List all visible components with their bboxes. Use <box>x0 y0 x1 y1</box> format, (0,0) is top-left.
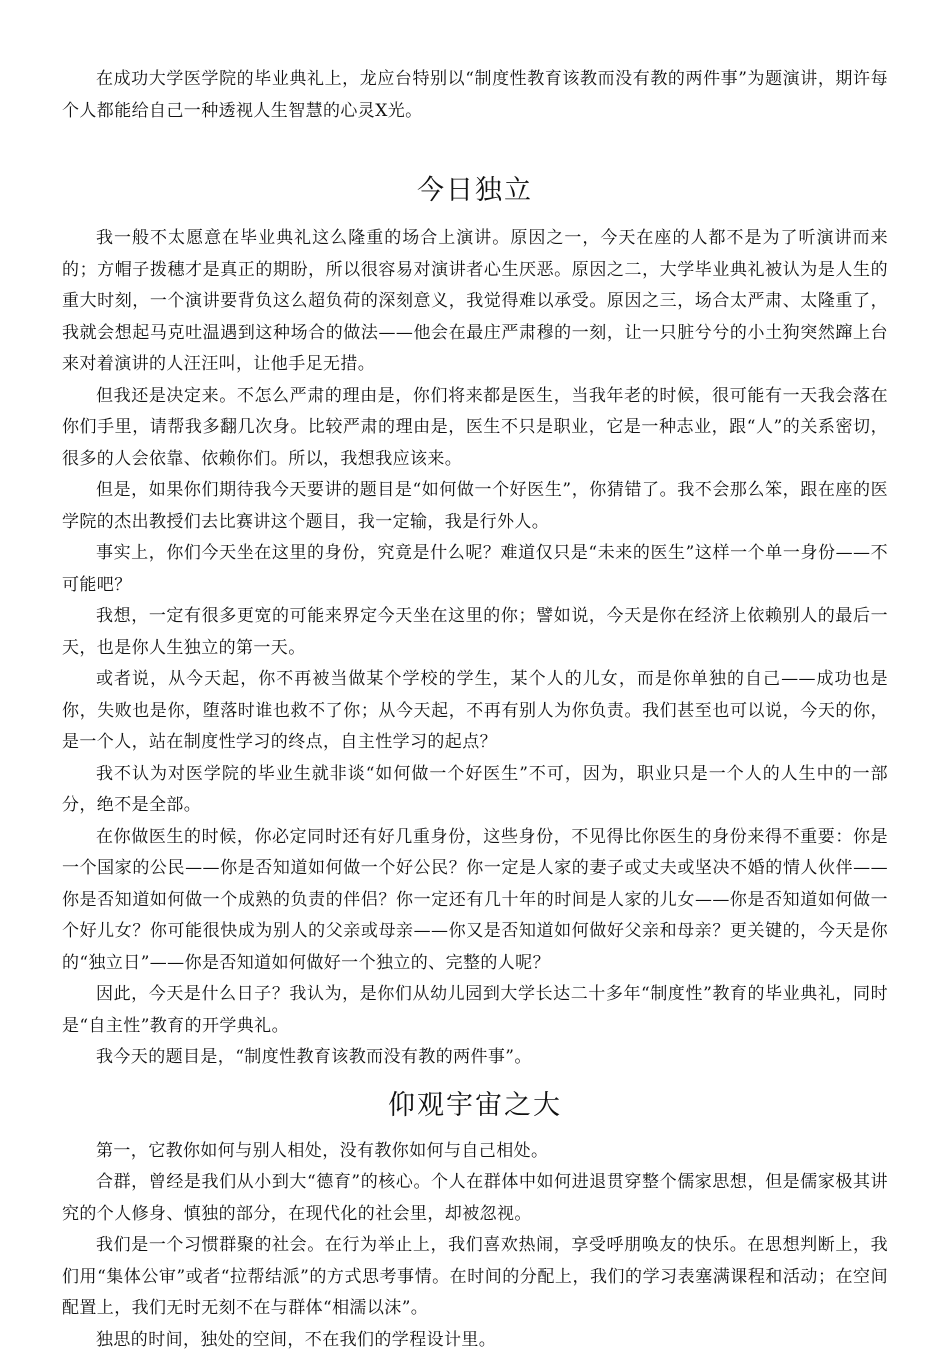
body-paragraph: 因此，今天是什么日子？我认为，是你们从幼儿园到大学长达二十多年“制度性”教育的毕业典礼，同时是“自主性”教育的开学典礼。 <box>62 979 888 1042</box>
body-paragraph: 我今天的题目是，“制度性教育该教而没有教的两件事”。 <box>62 1042 888 1074</box>
body-paragraph: 但是，如果你们期待我今天要讲的题目是“如何做一个好医生”，你猜错了。我不会那么笨，跟在座的医学院的杰出教授们去比赛讲这个题目，我一定输，我是行外人。 <box>62 475 888 538</box>
section-heading-universe: 仰观宇宙之大 <box>62 1086 888 1126</box>
section-body-universe <box>62 1136 888 1356</box>
body-paragraph: 我们是一个习惯群聚的社会。在行为举止上，我们喜欢热闹，享受呼朋唤友的快乐。在思想判断上，我们用“集体公审”或者“拉帮结派”的方式思考事情。在时间的分配上，我们的学习表塞满课程和活动；在空间配置上，我们无时无刻不在与群体“相濡以沫”。 <box>62 1230 888 1325</box>
intro-paragraph: 在成功大学医学院的毕业典礼上，龙应台特别以“制度性教育该教而没有教的两件事”为题演讲，期许每个人都能给自己一种透视人生智慧的心灵X光。 <box>62 64 888 127</box>
body-paragraph: 我不认为对医学院的毕业生就非谈“如何做一个好医生”不可，因为，职业只是一个人的人生中的一部分，绝不是全部。 <box>62 759 888 822</box>
body-paragraph: 但我还是决定来。不怎么严肃的理由是，你们将来都是医生，当我年老的时候，很可能有一天我会落在你们手里，请帮我多翻几次身。比较严肃的理由是，医生不只是职业，它是一种志业，跟“人”的关系密切，很多的人会依靠、依赖你们。所以，我想我应该来。 <box>62 381 888 476</box>
body-paragraph: 我想，一定有很多更宽的可能来界定今天坐在这里的你；譬如说，今天是你在经济上依赖别人的最后一天，也是你人生独立的第一天。 <box>62 601 888 664</box>
document-page <box>62 64 888 1356</box>
body-paragraph: 或者说，从今天起，你不再被当做某个学校的学生，某个人的儿女，而是你单独的自己——成功也是你，失败也是你，堕落时谁也救不了你；从今天起，不再有别人为你负责。我们甚至也可以说，今天的你，是一个人，站在制度性学习的终点，自主性学习的起点？ <box>62 664 888 759</box>
section-heading-independence: 今日独立 <box>62 171 888 211</box>
body-paragraph: 在你做医生的时候，你必定同时还有好几重身份，这些身份，不见得比你医生的身份来得不重要：你是一个国家的公民——你是否知道如何做一个好公民？你一定是人家的妻子或丈夫或坚决不婚的情人伙伴——你是否知道如何做一个成熟的负责的伴侣？你一定还有几十年的时间是人家的儿女——你是否知道如何做一个好儿女？你可能很快成为别人的父亲或母亲——你又是否知道如何做好父亲和母亲？更关键的，今天是你的“独立日”——你是否知道如何做好一个独立的、完整的人呢？ <box>62 822 888 980</box>
body-paragraph: 合群，曾经是我们从小到大“德育”的核心。个人在群体中如何进退贯穿整个儒家思想，但是儒家极其讲究的个人修身、慎独的部分，在现代化的社会里，却被忽视。 <box>62 1167 888 1230</box>
body-paragraph: 事实上，你们今天坐在这里的身份，究竟是什么呢？难道仅只是“未来的医生”这样一个单一身份——不可能吧？ <box>62 538 888 601</box>
body-paragraph: 第一，它教你如何与别人相处，没有教你如何与自己相处。 <box>62 1136 888 1168</box>
body-paragraph: 我一般不太愿意在毕业典礼这么隆重的场合上演讲。原因之一，今天在座的人都不是为了听演讲而来的；方帽子拨穗才是真正的期盼，所以很容易对演讲者心生厌恶。原因之二，大学毕业典礼被认为是人生的重大时刻，一个演讲要背负这么超负荷的深刻意义，我觉得难以承受。原因之三，场合太严肃、太隆重了，我就会想起马克吐温遇到这种场合的做法——他会在最庄严肃穆的一刻，让一只脏兮兮的小土狗突然蹿上台来对着演讲的人汪汪叫，让他手足无措。 <box>62 223 888 381</box>
body-paragraph: 独思的时间，独处的空间，不在我们的学程设计里。 <box>62 1325 888 1356</box>
section-body-independence <box>62 223 888 1074</box>
